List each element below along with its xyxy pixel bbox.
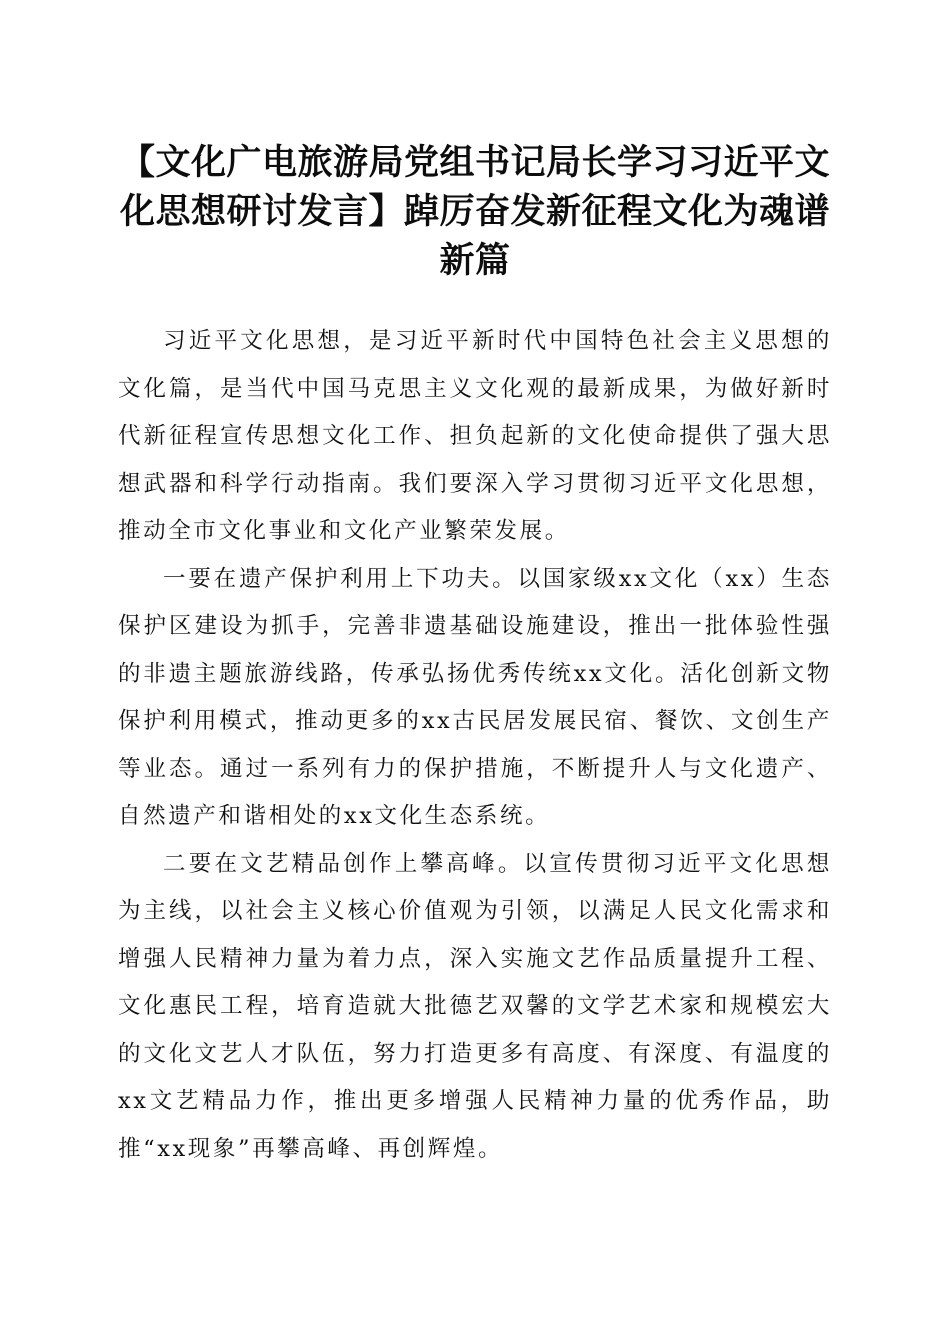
paragraph-arts: 二要在文艺精品创作上攀高峰。以宣传贯彻习近平文化思想为主线，以社会主义核心价值观为引领，以满足人民文化需求和增强人民精神力量为着力点，深入实施文艺作品质量提升工程、文化惠民工程，培育造就大批德艺双馨的文学艺术家和规模宏大的文化文艺人才队伍，努力打造更多有高度、有深度、有温度的xx文艺精品力作，推出更多增强人民精神力量的优秀作品，助推“xx现象”再攀高峰、再创辉煌。 bbox=[118, 850, 832, 1162]
paragraph-heritage: 一要在遗产保护利用上下功夫。以国家级xx文化（xx）生态保护区建设为抓手，完善非遗基础设施建设，推出一批体验性强的非遗主题旅游线路，传承弘扬优秀传统xx文化。活化创新文物保护利用模式，推动更多的xx古民居发展民宿、餐饮、文创生产等业态。通过一系列有力的保护措施，不断提升人与文化遗产、自然遗产和谐相处的xx文化生态系统。 bbox=[118, 565, 832, 829]
paragraph-intro: 习近平文化思想，是习近平新时代中国特色社会主义思想的文化篇，是当代中国马克思主义文化观的最新成果，为做好新时代新征程宣传思想文化工作、担负起新的文化使命提供了强大思想武器和科学行动指南。我们要深入学习贯彻习近平文化思想，推动全市文化事业和文化产业繁荣发展。 bbox=[118, 328, 832, 544]
document-body bbox=[118, 318, 832, 1173]
document-title: 【文化广电旅游局党组书记局长学习习近平文化思想研讨发言】踔厉奋发新征程文化为魂谱新篇 bbox=[119, 142, 830, 281]
